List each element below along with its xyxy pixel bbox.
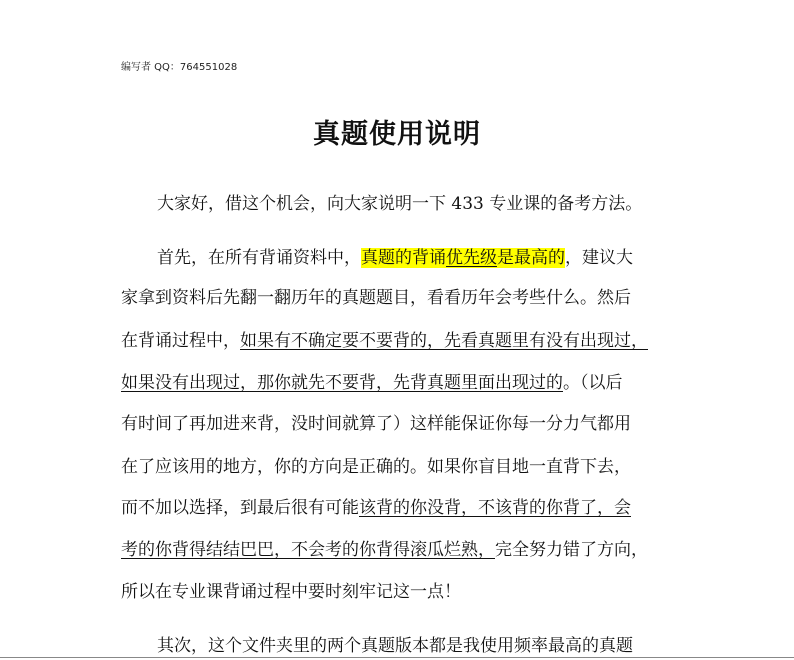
text-run: 在背诵过程中， — [121, 331, 240, 351]
underlined-text: 如果没有出现过，那你就先不要背，先背真题里面出现过的 — [121, 373, 563, 393]
underlined-text: 如果有不确定要不要背的，先看真题里有没有出现过， — [240, 331, 648, 351]
page-bottom-rule — [0, 657, 794, 658]
underlined-text: 考的你背得结结巴巴，不会考的你背得滚瓜烂熟， — [121, 540, 495, 560]
p1-line-5 — [121, 412, 631, 436]
highlighted-text: 真题的背诵 — [361, 248, 446, 268]
p1-line-4 — [121, 371, 623, 395]
text-run: 所以在专业课背诵过程中要时刻牢记这一点！ — [121, 582, 461, 602]
highlighted-text: 是最高的 — [497, 248, 565, 268]
p1-line-9 — [121, 580, 461, 604]
text-run: 有时间了再加进来背，没时间就算了）这样能保证你每一分力气都用 — [121, 414, 631, 434]
text-run: 其次，这个文件夹里的两个真题版本都是我使用频率最高的真题 — [157, 636, 633, 656]
underlined-text: 该背的你没背，不该背的你背了，会 — [359, 498, 631, 518]
intro-text: 大家好，借这个机会，向大家说明一下 433 专业课的备考方法。 — [157, 194, 643, 214]
text-run: ，建议大 — [565, 248, 633, 268]
highlighted-underlined-text: 优先级 — [446, 248, 497, 268]
p1-line-2 — [121, 286, 631, 310]
text-run: 。（以后 — [563, 373, 623, 393]
text-run: 而不加以选择，到最后很有可能 — [121, 498, 359, 518]
text-run: 在了应该用的地方，你的方向是正确的。如果你盲目地一直背下去， — [121, 457, 631, 477]
text-run: 完全努力错了方向， — [495, 540, 648, 560]
p1-line-1 — [121, 246, 633, 270]
page-title: 真题使用说明 — [313, 119, 481, 150]
intro-paragraph — [121, 192, 642, 216]
text-run: 首先，在所有背诵资料中， — [157, 248, 361, 268]
p1-line-8 — [121, 538, 648, 562]
author-note: 编写者 QQ：764551028 — [121, 62, 238, 73]
p1-line-7 — [121, 496, 631, 520]
p1-line-6 — [121, 455, 631, 479]
text-run: 家拿到资料后先翻一翻历年的真题题目，看看历年会考些什么。然后 — [121, 288, 631, 308]
p1-line-3 — [121, 329, 648, 353]
p2-line-1 — [121, 634, 633, 658]
